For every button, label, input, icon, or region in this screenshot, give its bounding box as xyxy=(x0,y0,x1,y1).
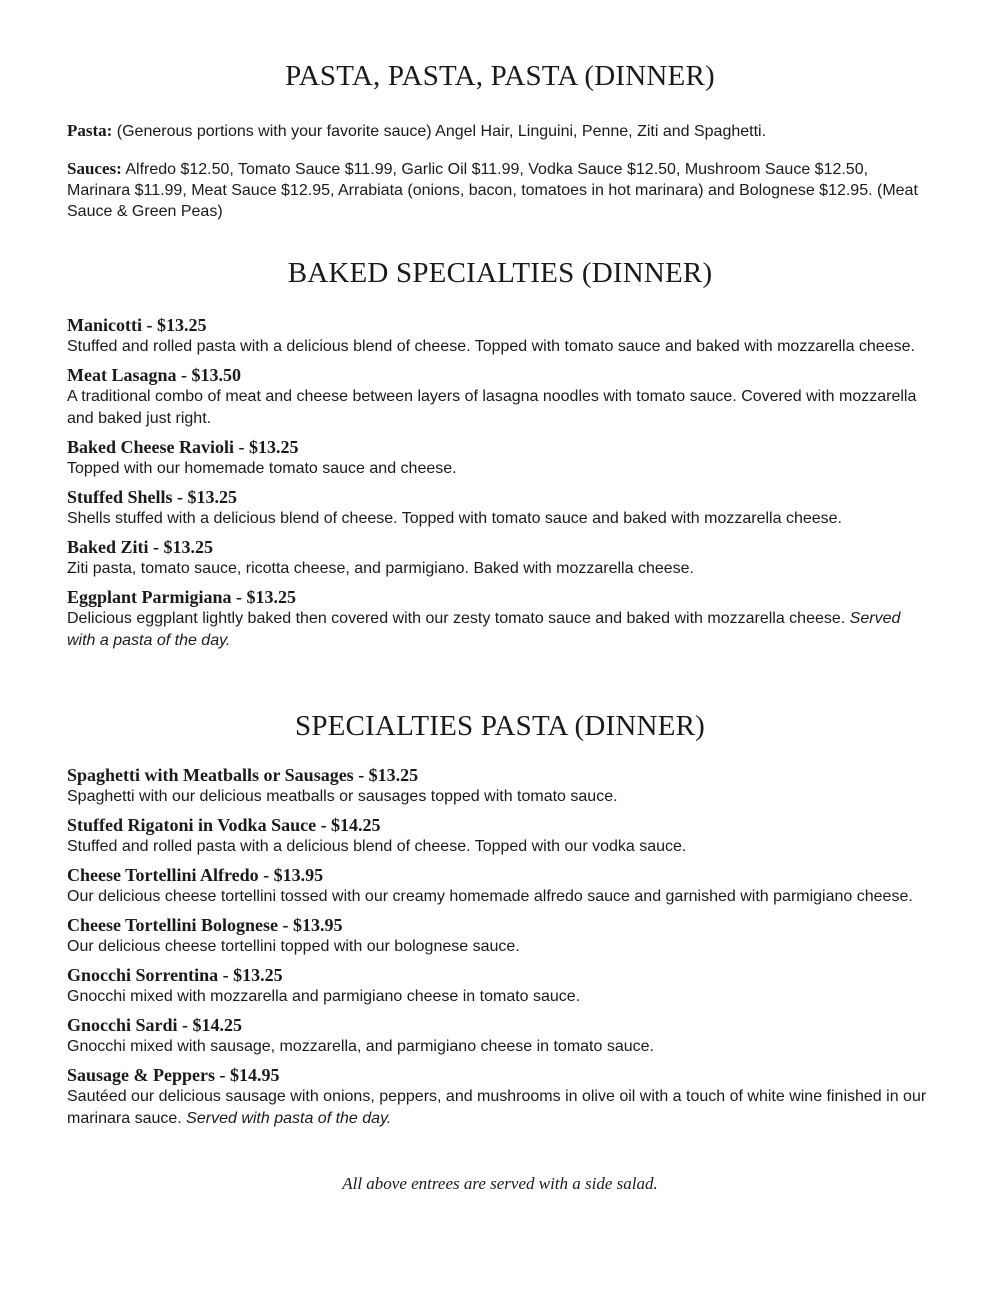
menu-item-name: Gnocchi Sardi - $14.25 xyxy=(67,1015,243,1035)
menu-item xyxy=(67,1014,933,1058)
menu-item-desc: Shells stuffed with a delicious blend of cheese. Topped with tomato sauce and baked with mozzarella cheese. xyxy=(67,510,842,527)
menu-item-desc: Sautéed our delicious sausage with onions, peppers, and mushrooms in olive oil with a touch of white wine finished in our marinara sauce. Served with pasta of the day. xyxy=(67,1088,927,1127)
menu-item-name: Gnocchi Sorrentina - $13.25 xyxy=(67,965,283,985)
menu-item-desc: Delicious eggplant lightly baked then covered with our zesty tomato sauce and baked with mozzarella cheese. Served with a pasta of the day. xyxy=(67,610,901,649)
menu-item-name: Spaghetti with Meatballs or Sausages - $13.25 xyxy=(67,765,419,785)
menu-item-desc: Our delicious cheese tortellini tossed with our creamy homemade alfredo sauce and garnished with parmigiano cheese. xyxy=(67,888,913,905)
section-title-pasta: PASTA, PASTA, PASTA (DINNER) xyxy=(285,60,715,92)
menu-item-name: Cheese Tortellini Bolognese - $13.95 xyxy=(67,915,343,935)
pasta-paragraph xyxy=(67,120,933,142)
section-title-specialties: SPECIALTIES PASTA (DINNER) xyxy=(294,710,705,742)
menu-item-desc: Spaghetti with our delicious meatballs or sausages topped with tomato sauce. xyxy=(67,788,618,805)
menu-item xyxy=(67,1064,933,1130)
menu-item xyxy=(67,814,933,858)
specialties-list xyxy=(67,764,933,1136)
pasta-text: (Generous portions with your favorite sauce) Angel Hair, Linguini, Penne, Ziti and Spaghetti. xyxy=(112,123,767,140)
menu-item-name: Meat Lasagna - $13.50 xyxy=(67,365,241,385)
menu-item-desc: Gnocchi mixed with mozzarella and parmigiano cheese in tomato sauce. xyxy=(67,988,581,1005)
menu-item xyxy=(67,964,933,1008)
menu-item xyxy=(67,364,933,430)
section-title-baked: BAKED SPECIALTIES (DINNER) xyxy=(287,257,713,289)
menu-item xyxy=(67,536,933,580)
menu-item-desc: Topped with our homemade tomato sauce and cheese. xyxy=(67,460,457,477)
menu-item-name: Manicotti - $13.25 xyxy=(67,315,207,335)
menu-item xyxy=(67,586,933,652)
menu-item-desc: Gnocchi mixed with sausage, mozzarella, and parmigiano cheese in tomato sauce. xyxy=(67,1038,654,1055)
menu-item xyxy=(67,314,933,358)
pasta-label: Pasta: xyxy=(67,121,113,140)
menu-item-name: Baked Cheese Ravioli - $13.25 xyxy=(67,437,299,457)
menu-item xyxy=(67,914,933,958)
sauces-label: Sauces: xyxy=(67,159,122,178)
menu-item-name: Sausage & Peppers - $14.95 xyxy=(67,1065,280,1085)
sauces-paragraph xyxy=(67,158,933,222)
menu-item-name: Stuffed Shells - $13.25 xyxy=(67,487,238,507)
menu-item-name: Stuffed Rigatoni in Vodka Sauce - $14.25 xyxy=(67,815,381,835)
menu-item xyxy=(67,764,933,808)
menu-item-desc: A traditional combo of meat and cheese between layers of lasagna noodles with tomato sauce. Covered with mozzarella and baked just right. xyxy=(67,388,917,427)
menu-item-name: Eggplant Parmigiana - $13.25 xyxy=(67,587,297,607)
menu-item xyxy=(67,436,933,480)
menu-item-desc: Stuffed and rolled pasta with a delicious blend of cheese. Topped with tomato sauce and baked with mozzarella cheese. xyxy=(67,338,915,355)
footer-note: All above entrees are served with a side salad. xyxy=(342,1174,658,1193)
menu-item xyxy=(67,486,933,530)
menu-item xyxy=(67,864,933,908)
baked-list xyxy=(67,314,933,658)
menu-item-name: Cheese Tortellini Alfredo - $13.95 xyxy=(67,865,324,885)
sauces-text: Alfredo $12.50, Tomato Sauce $11.99, Garlic Oil $11.99, Vodka Sauce $12.50, Mushroom Sauce $12.50, Marinara $11.99, Meat Sauce $12.95, Arrabiata (onions, bacon, tomatoes in hot marinara) and Bolognese $12.95. (Meat Sauce & Green Peas) xyxy=(67,161,918,220)
menu-item-desc: Stuffed and rolled pasta with a delicious blend of cheese. Topped with our vodka sauce. xyxy=(67,838,687,855)
menu-item-desc: Ziti pasta, tomato sauce, ricotta cheese, and parmigiano. Baked with mozzarella cheese. xyxy=(67,560,694,577)
menu-item-desc: Our delicious cheese tortellini topped with our bolognese sauce. xyxy=(67,938,520,955)
menu-item-name: Baked Ziti - $13.25 xyxy=(67,537,214,557)
